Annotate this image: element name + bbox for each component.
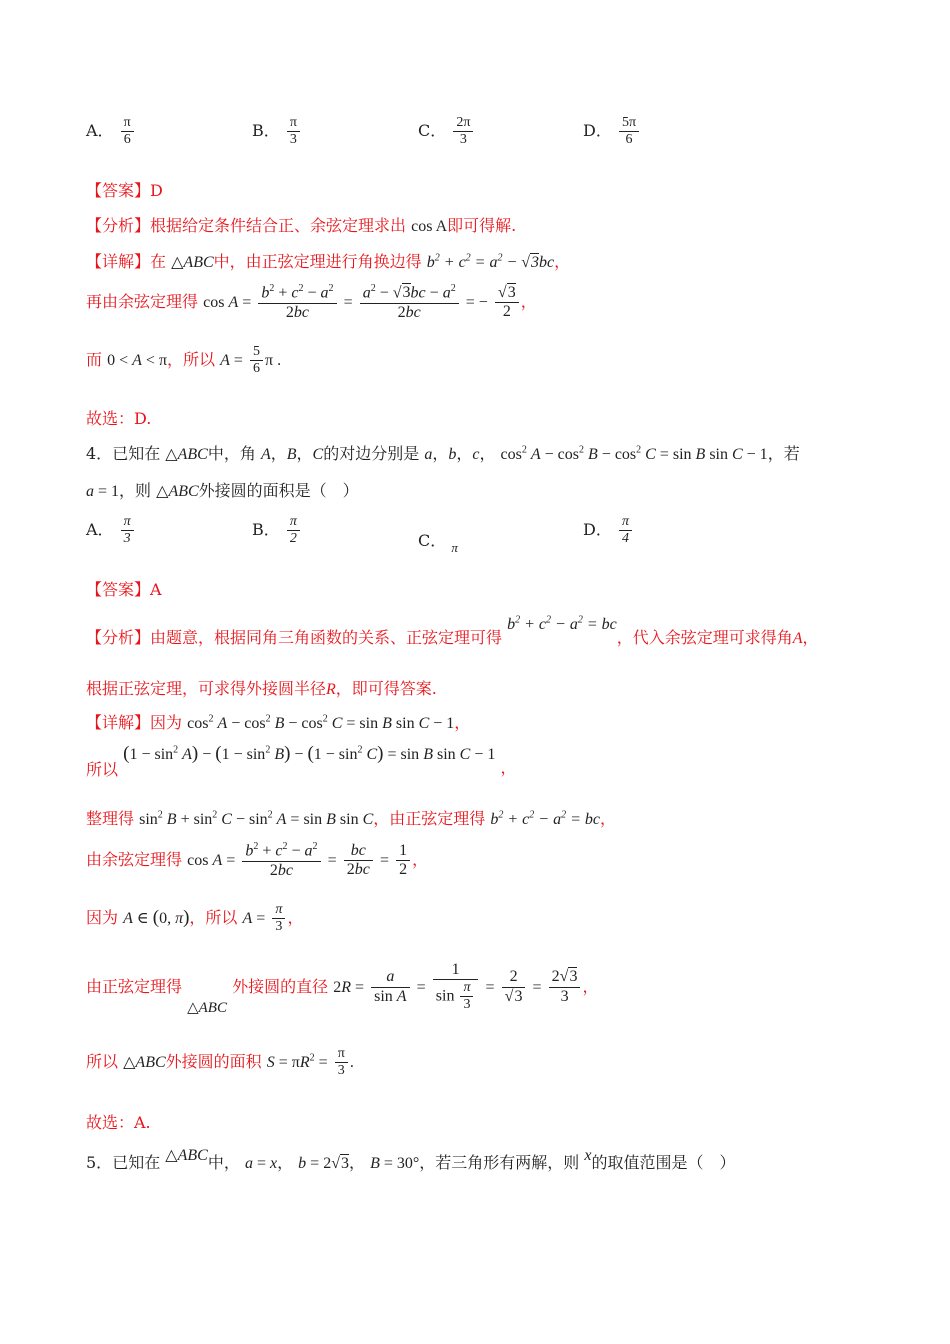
q4-option-c[interactable]: C． $_\pi$ [418,531,458,555]
q3-analysis: 【分析】根据给定条件结合正、余弦定理求出 cos A即可得解. [86,216,517,235]
q4-option-a[interactable]: A． $\frac{\pi}{3}$ [86,514,136,547]
q3-conclusion: 故选：D. [86,409,152,428]
q4-detail-line-3: 整理得 $\sin^2 B + \sin^2 C - \sin^2 A = \sin B$ sin C，由正弦定理得 $b^2 + c^2 - a^2$ = bc， [86,809,616,828]
q4-stem-line-1: 4．已知在 △ABC中，角 A，B，C的对边分别是 a，b，c， $\cos^2 A - \cos^2 B - \cos^2 C = \sin B$ sin C − 1，若 [86,444,800,463]
q4-conclusion: 故选：A. [86,1113,151,1132]
q5-stem: 5．已知在 △ABC中， a = x， b = 2√3， B = 30°，若三角形有两解，则 x的取值范围是（ ） [86,1147,736,1172]
q3-detail-line-2: 再由余弦定理得 cos A = $\frac{b^2 + c^2 - a^2}{2bc}$ = $\frac{a^2 - √3bc - a^2}{2bc}$ = − $\frac{√3}{2}$ ， [86,283,537,321]
q3-detail-line-1: 【详解】在 △ABC中，由正弦定理进行角换边得 $b^2 + c^2 = a^2 - √3bc$， [86,252,571,271]
q3-detail-line-3: 而 0 < A < π，所以 A = $\frac{5}{6}$ π . [86,344,282,377]
q4-detail-line-2: 所以 $(1 - \sin^2 A) - (1 - \sin^2 B) - (1 - \sin^2 C) = \sin B$ sin C − 1 ， [86,743,517,779]
q3-option-a[interactable]: A． $\frac{\pi}{6}$ [86,115,136,148]
q3-option-d[interactable]: D． $\frac{5\pi}{6}$ [583,115,641,148]
q4-analysis-line-2: 根据正弦定理，可求得外接圆半径R，即可得答案. [86,679,437,698]
q4-detail-line-1: 【详解】因为 $\cos^2 A - \cos^2 B - \cos^2 C = \sin B$ sin C − 1， [86,713,471,732]
q4-option-d[interactable]: D． $\frac{\pi}{4}$ [583,514,634,547]
q4-answer: 【答案】A [86,580,162,599]
q4-detail-line-4: 由余弦定理得 cos A = $\frac{b^2 + c^2 - a^2}{2bc}$ = $\frac{bc}{2bc}$ = $\frac{1}{2}$ ， [86,841,429,879]
q4-detail-line-7: 所以 △ABC外接圆的面积 $S = \pi R^2$ = $\frac{\pi}{3}$ . [86,1046,354,1079]
q4-option-b[interactable]: B． $\frac{\pi}{2}$ [252,514,302,547]
q4-detail-line-5: 因为 A ∈ (0, π)，所以 A = $\frac{\pi}{3}$ ， [86,902,304,935]
q3-option-c[interactable]: C． $\frac{2\pi}{3}$ [418,115,475,148]
q4-analysis-line-1: 【分析】由题意，根据同角三角函数的关系、正弦定理可得 $b^2 + c^2 - a^2$ = bc，代入余弦定理可求得角A， [86,614,819,647]
q4-detail-line-6: 由正弦定理得 △ABC 外接圆的直径 2R = $\frac{a}{\text{sin A}}$ = 1 sin $\frac{\pi}{3}$ = $\frac{2}{√3}$ = $\frac{2√3}{3}$ ， [86,961,599,1016]
q4-stem-line-2: a = 1，则 △ABC外接圆的面积是（ ） [86,481,359,500]
q3-answer: 【答案】D [86,181,163,200]
q3-option-b[interactable]: B． $\frac{\pi}{3}$ [252,115,302,148]
